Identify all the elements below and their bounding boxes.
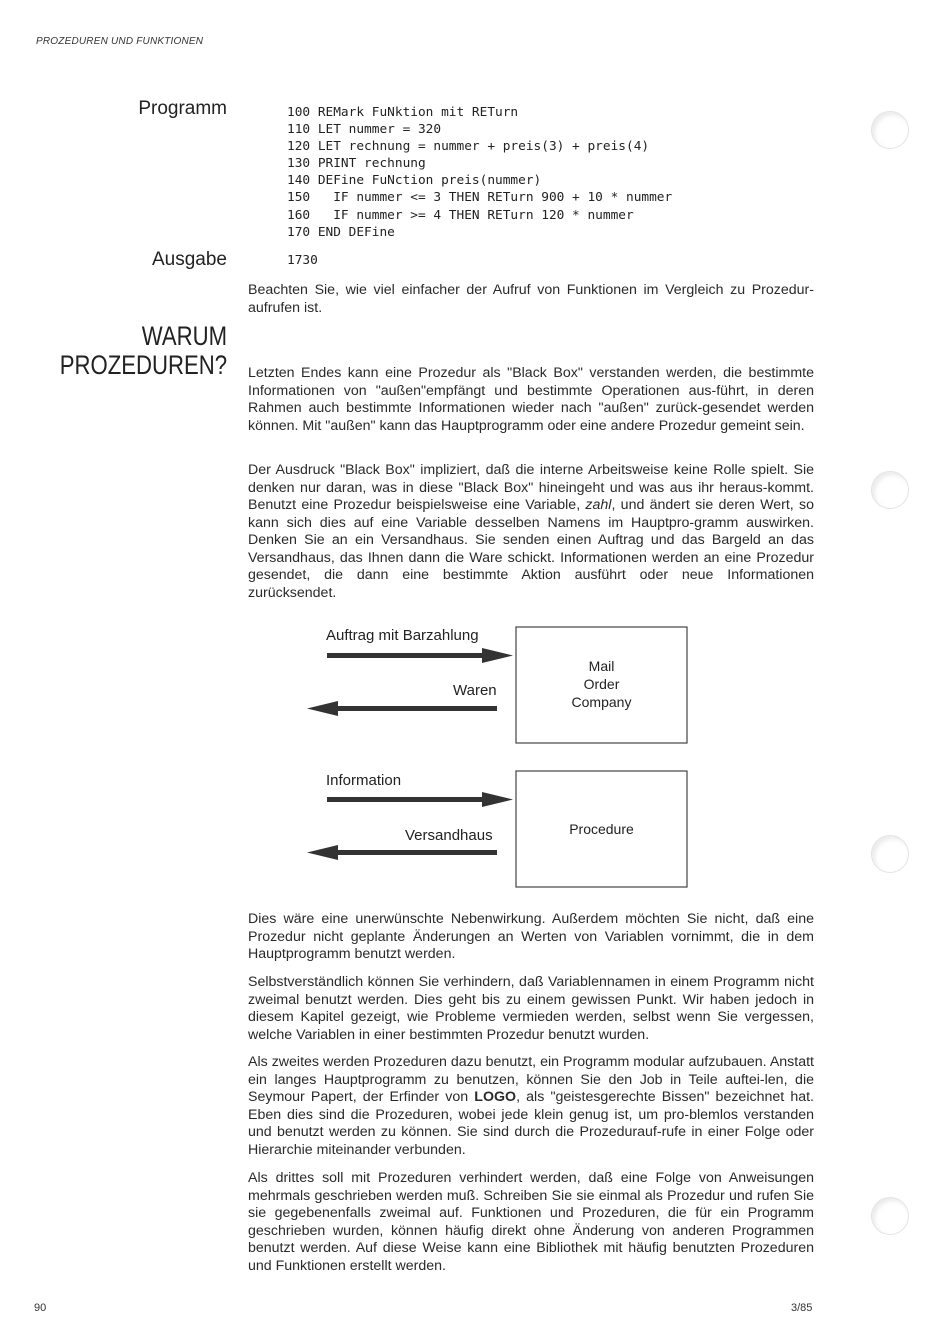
arrow-label-mail-order-house: Versandhaus bbox=[405, 827, 493, 844]
arrow-out-head bbox=[482, 792, 513, 807]
paragraph-text: Der Ausdruck "Black Box" impliziert, daß die interne Arbeitsweise keine Rolle spielt. Sie denken nur daran, was in diese "Black Box" hineingeht und was aus ihr heraus-kommt. Benutzt eine Prozedur beispielsweise eine Variable, bbox=[248, 462, 814, 513]
program-label: Programm bbox=[138, 98, 227, 119]
paragraph-black-box-implication bbox=[248, 462, 814, 602]
section-heading bbox=[60, 322, 227, 380]
paragraph-text: , als "geistesgerechte Bissen" bezeichnet hat. Eben dies sind die Prozeduren, wobei jede klein genug ist, um pro-blemlos verstanden und benutzt werden zu können. Sie sind durch die Prozedurauf-rufe in einer Folge oder Hierarchie miteinander verbunden. bbox=[248, 1089, 814, 1158]
arrow-out-shaft bbox=[327, 653, 492, 658]
page-number: 90 bbox=[34, 1302, 47, 1314]
paragraph-side-effect: Dies wäre eine unerwünschte Nebenwirkung. Außerdem möchten Sie nicht, daß eine Prozedur nicht geplante Änderungen an Werten von Variablen vornimmt, die in dem Hauptprogramm benutzt werden. bbox=[248, 911, 814, 962]
binder-hole bbox=[871, 471, 909, 509]
paragraph-text: , und ändert sie deren Wert, so kann sich dies auf eine Variable desselben Namens im Hauptpro-gramm auswirken. Denken Sie an ein Versandhaus. Sie senden einen Auftrag und das Bargeld an das Versandhaus, das Ihnen dann die Ware schickt. Informationen werden an eine Prozedur gesendet, die dann eine bestimmte Aktion ausführt oder neue Informationen zurücksendet. bbox=[248, 497, 814, 601]
binder-hole bbox=[871, 1197, 909, 1235]
paragraph-function-call-note: Beachten Sie, wie viel einfacher der Aufruf von Funktionen im Vergleich zu Prozedur-aufrufen ist. bbox=[248, 282, 814, 316]
arrow-in-shaft bbox=[333, 850, 497, 855]
paragraph-variable-names: Selbstverständlich können Sie verhindern, daß Variablennamen in einem Programm nicht zweimal benutzt werden. Dies geht bis zu einem gewissen Punkt. Wir haben jedoch in diesem Kapitel gezeigt, wie Probleme vermieden werden, selbst wenn Sie vergessen, welche Variablen in einer bestimmten Prozedur benutzt wurden. bbox=[248, 974, 814, 1043]
program-code: 100 REMark FuNktion mit RETurn 110 LET nummer = 320 120 LET rechnung = nummer + preis(3) + preis(4) 130 PRINT rechnung 140 DEFine FuNction preis(nummer) 150 IF nummer <= 3 THEN RETurn 900 + 10 * nummer 160 IF nummer >= 4 THEN RETurn 120 * nummer 170 END DEFine bbox=[287, 105, 673, 240]
procedure-box-text bbox=[516, 820, 687, 838]
output-label: Ausgabe bbox=[151, 249, 227, 270]
binder-hole bbox=[871, 111, 909, 149]
paragraph-reuse: Als drittes soll mit Prozeduren verhindert werden, daß eine Folge von Anweisungen mehrmals geschrieben werden muß. Schreiben Sie sie einmal als Prozedur und rufen Sie sie gegebenenfalls zweimal auf. Funktionen und Prozeduren, die für ein Programm geschrieben wurden, können häufig direkt ohne Änderung von anderen Programmen benutzt werden. Auf diese Weise kann eine Bibliothek mit häufig benutzten Prozeduren und Funktionen erstellt werden. bbox=[248, 1170, 814, 1274]
arrow-label-goods: Waren bbox=[453, 682, 497, 699]
box-line: Order bbox=[583, 676, 620, 692]
output-value: 1730 bbox=[287, 253, 318, 268]
binder-hole bbox=[871, 835, 909, 873]
paragraph-text: Als zweites werden Prozeduren dazu benutzt, ein Programm modular aufzubauen. Anstatt ein langes Hauptprogramm zu benutzen, können Sie den Job in Teile auftei-len, die Seymour Papert, der Erfinder von bbox=[248, 1054, 814, 1105]
arrow-out-shaft bbox=[327, 797, 492, 802]
mail-order-box-text bbox=[516, 657, 687, 711]
section-heading-line-2: PROZEDUREN? bbox=[59, 350, 227, 380]
arrow-in-shaft bbox=[333, 706, 497, 711]
arrow-in-head bbox=[307, 701, 338, 716]
section-heading-line-1: WARUM bbox=[141, 321, 227, 351]
paragraph-black-box: Letzten Endes kann eine Prozedur als "Black Box" verstanden werden, die bestimmte Informationen von "außen"empfängt und bestimmte Operationen aus-führt, in deren Rahmen auch bestimmte Informationen wieder nach "außen" zurück-gesendet werden können. Mit "außen" kann das Hauptprogramm oder eine andere Prozedur gemeint sein. bbox=[248, 365, 814, 434]
arrow-in-head bbox=[307, 845, 338, 860]
arrow-label-information: Information bbox=[326, 772, 402, 789]
running-head: PROZEDUREN UND FUNKTIONEN bbox=[36, 36, 204, 47]
logo-term: LOGO bbox=[474, 1089, 517, 1105]
variable-name: zahl bbox=[585, 497, 612, 513]
arrow-label-order: Auftrag mit Barzahlung bbox=[326, 627, 479, 644]
paragraph-modular bbox=[248, 1054, 814, 1159]
box-line: Mail bbox=[588, 658, 615, 674]
black-box-diagram bbox=[300, 620, 700, 900]
edition-date: 3/85 bbox=[791, 1302, 813, 1314]
box-line: Procedure bbox=[569, 821, 634, 837]
box-line: Company bbox=[571, 694, 632, 710]
arrow-out-head bbox=[482, 648, 513, 663]
